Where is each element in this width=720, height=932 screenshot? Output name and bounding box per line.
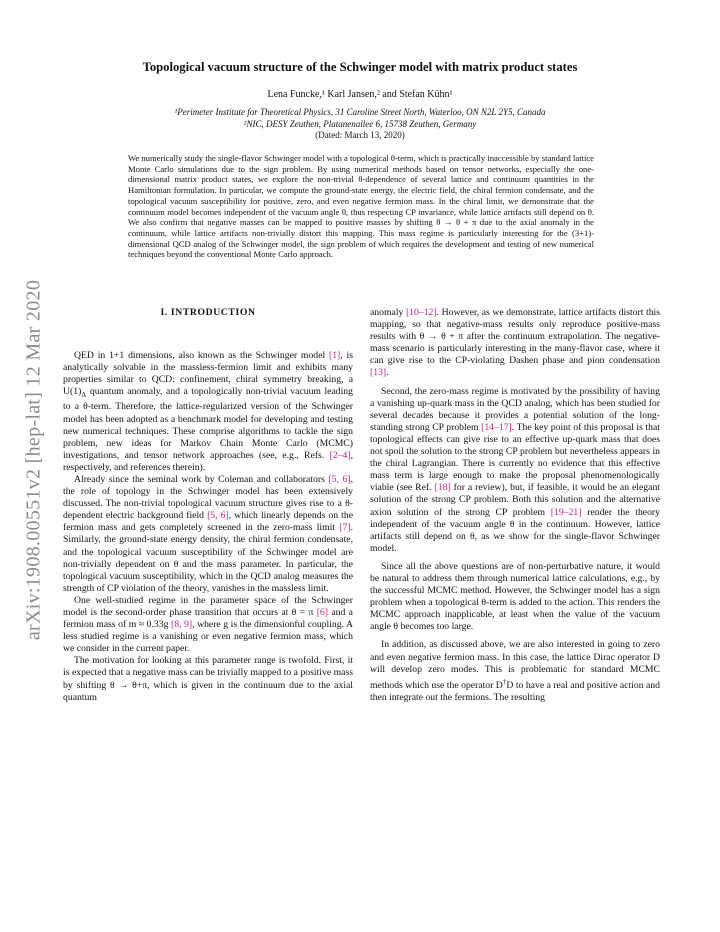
paper-title: Topological vacuum structure of the Schwinger model with matrix product states bbox=[142, 60, 578, 74]
arxiv-identifier-stamp bbox=[14, 250, 54, 670]
intro-paragraph-6: Second, the zero-mass regime is motivated by the possibility of having a vanishing up-quark mass in the QCD analog, which has been studied for several decades because it provides a potential solution of the long-standing strong CP problem [14–17]. The key point of this proposal is that topological effects can give rise to an effective up-quark mass that does not spoil the solution to the strong CP problem but nevertheless appears in the chiral Lagrangian. There is currently no evidence that this effective mass term is large enough to make the proposal phenomenologically viable (see Ref. [18] for a review), but, if feasible, it would be an elegant solution of the strong CP problem. Both this solution and the alternative axion solution of the strong CP problem [19–21] render the theory independent of the vacuum angle θ in the continuum. However, lattice artifacts still depend on θ, as we show for the single-flavor Schwinger model. bbox=[370, 385, 660, 554]
citation-link[interactable]: [18] bbox=[434, 482, 451, 494]
intro-paragraph-3: One well-studied regime in the parameter space of the Schwinger model is the second-order phase transition that occurs at θ = π [6] and a fermion mass of m ≈ 0.33g [8, 9], where g is the dimensionful coupling. A less studied regime is a vanishing or even negative fermion mass, which we consider in the current paper. bbox=[63, 594, 354, 655]
affiliation-1: ¹Perimeter Institute for Theoretical Physics, 31 Caroline Street North, Waterloo, ON N2L 2Y5, Canada bbox=[174, 107, 546, 117]
left-column bbox=[63, 307, 353, 704]
citation-link[interactable]: [5, 6] bbox=[328, 473, 351, 485]
citation-link[interactable]: [19–21] bbox=[550, 506, 582, 518]
citation-link[interactable]: [2–4] bbox=[329, 449, 351, 461]
affiliations bbox=[60, 107, 660, 142]
intro-paragraph-2: Already since the seminal work by Coleman and collaborators [5, 6], the role of topology in the Schwinger model has been extensively discussed. The non-trivial topological vacuum structure gives rise to a θ-dependent electric background field [5, 6], which linearly depends on the fermion mass and gets completely screened in the zero-mass limit [7]. Similarly, the ground-state energy density, the chiral fermion condensate, and the topological vacuum susceptibility of the Schwinger model are non-trivially dependent on θ and the mass parameter. In particular, the topological vacuum susceptibility, which in the QCD analog measures the strength of CP violation of the theory, vanishes in the massless limit. bbox=[63, 473, 354, 594]
citation-link[interactable]: [13] bbox=[370, 367, 387, 379]
intro-paragraph-8: In addition, as discussed above, we are also interested in going to zero and even negative fermion mass. In this case, the lattice Dirac operator D will develop zero modes. This is problematic for standard MCMC methods which use the operator D†D to have a real and positive action and then integrate out the fermions. The resulting bbox=[370, 639, 660, 704]
citation-link[interactable]: [6] bbox=[316, 607, 328, 618]
citation-link[interactable]: [10–12] bbox=[405, 307, 437, 318]
intro-paragraph-4: The motivation for looking at this parameter range is twofold. First, it is expected that a negative mass can be trivially mapped to a positive mass by shifting θ → θ+π, which is given in the continuum due to the axial quantum bbox=[63, 655, 353, 703]
citation-link[interactable]: [1] bbox=[328, 350, 341, 362]
citation-link[interactable]: [5, 6] bbox=[207, 510, 229, 522]
citation-link[interactable]: [8, 9] bbox=[171, 619, 193, 631]
date-line: (Dated: March 13, 2020) bbox=[315, 130, 405, 140]
intro-paragraph-5: anomaly [10–12]. However, as we demonstrate, lattice artifacts distort this mapping, so that negative-mass results only reproduce positive-mass results with θ → θ + π after the continuum extrapolation. The negative-mass scenario is particularly interesting in the many-flavor case, where it can give rise to the CP-violating Dashen phase and pion condensation [13]. bbox=[370, 307, 661, 379]
citation-link[interactable]: [14–17] bbox=[481, 421, 512, 433]
intro-paragraph-1: QED in 1+1 dimensions, also known as the Schwinger model [1], is analytically solvable in the massless-fermion limit and exhibits many properties similar to QCD: confinement, chiral symmetry breaking, a $U(1)_A$ quantum anomaly, and a topologically non-trivial vacuum leading to a θ-term. Therefore, the lattice-regularized version of the Schwinger model has been adopted as a benchmark model for developing and testing new numerical techniques. These comprise algorithms to tackle the sign problem, new ideas for Markov Chain Monte Carlo (MCMC) investigations, and tensor network approaches (see, e.g., Refs. [2–4], respectively, and references therein). bbox=[63, 350, 353, 473]
abstract: We numerically study the single-flavor Schwinger model with a topological θ-term, which is practically inaccessible by standard lattice Monte Carlo simulations due to the sign problem. By using numerical methods based on tensor networks, especially the one-dimensional matrix product states, we explore the non-trivial θ-dependence of several lattice and continuum quantities in the Hamiltonian formulation. In particular, we compute the ground-state energy, the electric field, the chiral fermion condensate, and the topological vacuum susceptibility for positive, zero, and even negative fermion mass. In the chiral limit, we demonstrate that the continuum model becomes independent of the vacuum angle θ, thus respecting CP invariance, while lattice artifacts still depend on θ. We also confirm that negative masses can be mapped to positive masses by shifting θ → θ + π due to the axial anomaly in the continuum, while lattice artifacts non-trivially distort this mapping. This mass regime is particularly interesting for the (3+1)-dimensional QCD analog of the Schwinger model, the sign problem of which requires the development and testing of new numerical techniques beyond the conventional Monte Carlo approach. bbox=[128, 153, 594, 260]
section-heading: I. INTRODUCTION bbox=[160, 307, 256, 318]
intro-paragraph-7: Since all the above questions are of non-perturbative nature, it would be natural to address them through numerical lattice calculations, e.g., by the successful MCMC method. However, the Schwinger model has a sign problem when a topological θ-term is added to the action. This renders the MCMC approach inapplicable, at least when the value of the vacuum angle θ becomes too large. bbox=[370, 560, 660, 633]
author-list: Lena Funcke,¹ Karl Jansen,² and Stefan Kühn¹ bbox=[267, 89, 453, 100]
right-column bbox=[370, 307, 660, 704]
arxiv-id-text: arXiv:1908.00551v2 [hep-lat] 12 Mar 2020 bbox=[22, 279, 45, 641]
citation-link[interactable]: [7] bbox=[339, 522, 351, 534]
affiliation-2: ²NIC, DESY Zeuthen, Platanenallee 6, 15738 Zeuthen, Germany bbox=[243, 118, 477, 129]
